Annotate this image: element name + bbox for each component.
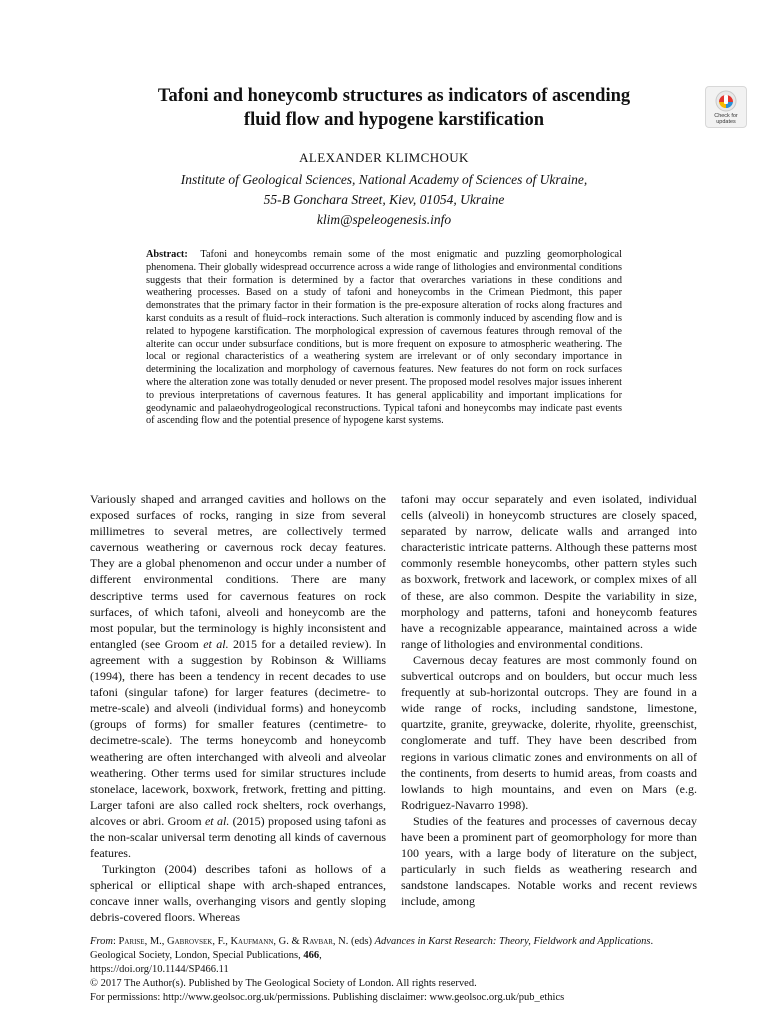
author-name: ALEXANDER KLIMCHOUK [299, 150, 469, 165]
affiliation-line-2: 55-B Gonchara Street, Kiev, 01054, Ukraine [263, 192, 505, 207]
paragraph: Variously shaped and arranged cavities and hollows on the exposed surfaces of rocks, ranging in size from several millimetres to several metres, are collectively termed cavernous weathering or cavernous rock decay features. They are a global phenomenon and occur under a number of different environmental conditions. There are many descriptive terms used for cavernous features on rock surfaces, of which tafoni, alveoli and honeycomb are the most popular, but the terminology is highly inconsistent and entangled (see Groom et al. 2015 for a detailed review). In agreement with a suggestion by Robinson & Williams (1994), there has been a tendency in recent decades to use tafoni (singular tafone) for larger features (decimetre- to metre-scale) and alveoli (individual forms) and honeycomb (groups of forms) for smaller features (centimetre- to decimetre-scale). The terms honeycomb and honeycomb weathering are often interchanged with alveoli and alveolar weathering. Other terms used for similar structures include stonelace, lacework, boxwork, fretwork, fretting and pitting. Larger tafoni are also called rock shelters, rock overhangs, alcoves or abri. Groom et al. (2015) proposed using tafoni as the non-scalar universal term denoting all kinds of cavernous features. [90, 492, 386, 861]
book-title: Advances in Karst Research: Theory, Fieldwork and Applications [374, 936, 651, 947]
title-line-1: Tafoni and honeycomb structures as indicators of ascending [157, 86, 631, 106]
paragraph: Turkington (2004) describes tafoni as hollows of a spherical or elliptical shape with arch-shaped entrances, concave inner walls, overhanging visors and gently sloping debris-covered floors. Whereas [90, 862, 386, 925]
check-for-updates-icon [715, 90, 737, 112]
permissions-line[interactable]: For permissions: http://www.geolsoc.org.uk/permissions. Publishing disclaimer: www.geolsoc.org.uk/pub_ethics [90, 992, 565, 1003]
article-title [100, 84, 688, 132]
paragraph: tafoni may occur separately and even isolated, individual cells (alveoli) in honeycomb structures are closely spaced, separated by narrow, delicate walls and arranged into characteristic intricate patterns. Although these patterns most commonly resemble honeycombs, other pattern styles such as boxwork, fretwork and lacework, or complex mixes of all of these, are also common. Despite the variability in size, morphology and patterns, tafoni and honeycomb features have a recognizable appearance, maintained across a wide range of lithologies and environmental conditions. [401, 492, 697, 651]
citation-footer [90, 935, 690, 1005]
abstract-text: Tafoni and honeycombs remain some of the most enigmatic and puzzling geomorphological phenomena. Their globally widespread occurrence across a wide range of lithologies and environmental conditions suggests that their formation is determined by a factor that overarches variations in these conditions and weathering processes. Based on a study of tafoni and honeycombs in the Crimean Piedmont, this paper demonstrates that the primary factor in their formation is the pre-exposure alteration of rocks along fractures and karst conduits as a result of fluid–rock interactions. Such alteration is commonly induced by ascending flow and is related to hypogene karstification. The morphological expression of cavernous features through removal of the alterite can occur under subsurface conditions, but is more frequent on exposure to atmospheric weathering. The local or regional characteristics of a weathering system are irrelevant or of only secondary importance in determining the localization and morphology of cavernous features. New features do not form on rock surfaces where the alteration zone was totally denuded or never present. The proposed model resolves major issues inherent to previous interpretations of cavernous features. It has general applicability and important implications for geodynamic and palaeohydrogeological reconstructions. Typical tafoni and honeycombs may indicate past events of ascending flow and the potential presence of hypogene karst systems. [146, 249, 622, 427]
check-for-updates-badge[interactable] [705, 86, 747, 128]
abstract [146, 249, 622, 428]
check-for-updates-label: Check for updates [714, 113, 738, 125]
paragraph: Cavernous decay features are most commonly found on subvertical outcrops and on boulders, but occur much less frequently at sub-horizontal outcrops. They are found in a wide range of rocks, including sandstone, limestone, quartzite, granite, greywacke, dolerite, rhyolite, greenschist, conglomerate and tuff. They have been described from regions in various climatic zones and environments on all of the continents, from deserts to humid areas, from coasts and lowlands to high mountains, and even on Mars (e.g. Rodriguez-Navarro 1998). [401, 652, 697, 812]
volume: 466 [303, 950, 320, 961]
copyright: © 2017 The Author(s). Published by The Geological Society of London. All rights reserved. [90, 978, 477, 989]
affiliation-line-1: Institute of Geological Sciences, National Academy of Sciences of Ukraine, [180, 172, 588, 187]
title-line-2: fluid flow and hypogene karstification [243, 110, 545, 130]
author-email[interactable]: klim@speleogenesis.info [316, 212, 452, 227]
citation-source: From: Parise, M., Gabrovsek, F., Kaufmann, G. & Ravbar, N. (eds) Advances in Karst Research: Theory, Fieldwork and Applications. Geological Society, London, Special Publications, 466, [90, 936, 654, 961]
body-column-left [90, 491, 386, 926]
abstract-label: Abstract: [146, 249, 188, 260]
editors: Parise, M., Gabrovsek, F., Kaufmann, G. & Ravbar, N. [118, 936, 349, 947]
body-column-right [401, 491, 697, 909]
affiliation [100, 170, 668, 230]
doi-link[interactable]: https://doi.org/10.1144/SP466.11 [90, 964, 229, 975]
paragraph: Studies of the features and processes of cavernous decay have been a prominent part of geomorphology for more than 100 years, with a large body of literature on the subject, particularly in such fields as weathering research and sandstone landscapes. Notable works and recent reviews include, among [401, 813, 697, 909]
